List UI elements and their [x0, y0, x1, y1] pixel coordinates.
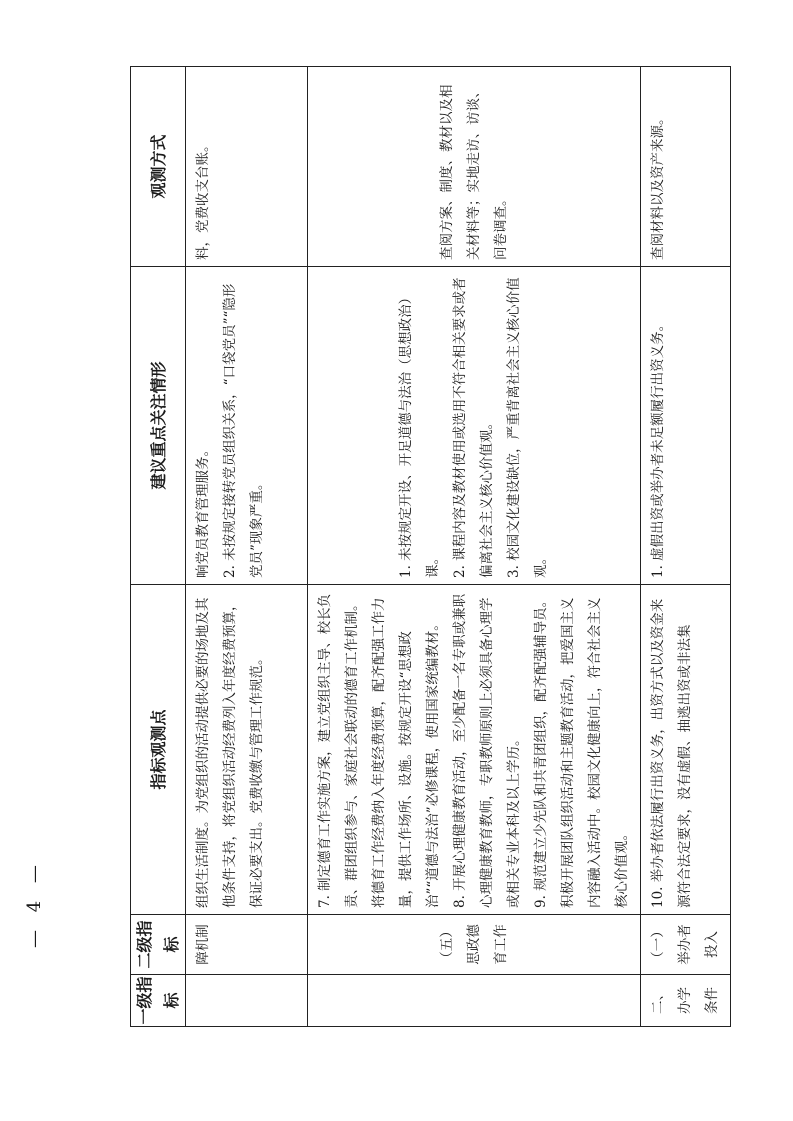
cell-focus [308, 267, 641, 585]
point-text: 组织生活制度。为党组织的活动提供必要的场地及其他条件支持，将党组织活动经费列入年度经费预算，保证必要支出。党费收缴与管理工作规范。 [195, 597, 265, 908]
focus-text: 1. 未按规定开设、开足道德与法治（思想政治）课。 [398, 290, 441, 578]
cell-level2: 障机制 [186, 915, 308, 975]
table-header-row [131, 67, 186, 1027]
page-number: — 4 — [24, 859, 45, 948]
method-text: 查阅材料以及资产来源。 [650, 111, 666, 260]
focus-text: 3. 校园文化建设缺位，严重背离社会主义核心价值观。 [506, 277, 549, 578]
table-row [186, 67, 308, 1027]
method-text: 查阅方案、制度、教材以及相关材料等；实地走访、访谈、问卷调查。 [438, 84, 509, 260]
method-text: 料，党费收支台账。 [195, 138, 211, 260]
header-points: 指标观测点 [131, 585, 186, 915]
header-method: 观测方式 [131, 67, 186, 267]
point-text: 10. 举办者依法履行出资义务，出资方式以及资金来源符合法定要求，没有虚假、抽逃出资或非法集 [650, 598, 693, 908]
focus-text: 2. 未按规定接转党员组织关系，“口袋党员”“隐形党员”现象严重。 [222, 283, 265, 578]
rotated-page-content [130, 67, 720, 1027]
indicator-table [130, 66, 731, 1027]
table-row [641, 67, 731, 1027]
header-focus: 建议重点关注情形 [131, 267, 186, 585]
focus-text: 响党员教育管理服务。 [195, 443, 211, 578]
cell-level1 [186, 975, 308, 1027]
cell-method [641, 67, 731, 267]
cell-method [308, 67, 641, 267]
cell-level1 [308, 975, 641, 1027]
cell-method [186, 67, 308, 267]
cell-level1: 二、办学条件 [641, 975, 731, 1027]
cell-focus [186, 267, 308, 585]
cell-focus [641, 267, 731, 585]
table-row [308, 67, 641, 1027]
point-text: 9. 规范建立少先队和共青团组织，配齐配强辅导员。积极开展团队组织活动和主题教育活动，把爱国主义内容融入活动中。校园文化健康向上，符合社会主义核心价值观。 [533, 593, 630, 908]
cell-level2: （五）思政德育工作 [308, 915, 641, 975]
point-text: 8. 开展心理健康教育活动，至少配备一名专职或兼职心理健康教育教师，专职教师原则上必须具备心理学或相关专业本科及以上学历。 [452, 593, 522, 908]
cell-level2: （一）举办者投入 [641, 915, 731, 975]
header-level1: 一级指标 [131, 975, 186, 1027]
focus-text: 2. 课程内容及教材使用或选用不符合相关要求或者偏离社会主义核心价值观。 [452, 277, 495, 578]
header-level2: 二级指标 [131, 915, 186, 975]
point-text: 7. 制定德育工作实施方案，建立党组织主导、校长负责、群团组织参与、家庭社会联动的德育工作机制。将德育工作经费纳入年度经费预算，配齐配强工作力量，提供工作场所、设施。按规定开设“思想政治”“道德与法治”必修课程，使用国家统编教材。 [317, 593, 441, 908]
cell-points [308, 585, 641, 915]
focus-text: 1. 虚假出资或举办者未足额履行出资义务。 [650, 317, 666, 578]
cell-points [641, 585, 731, 915]
cell-points [186, 585, 308, 915]
